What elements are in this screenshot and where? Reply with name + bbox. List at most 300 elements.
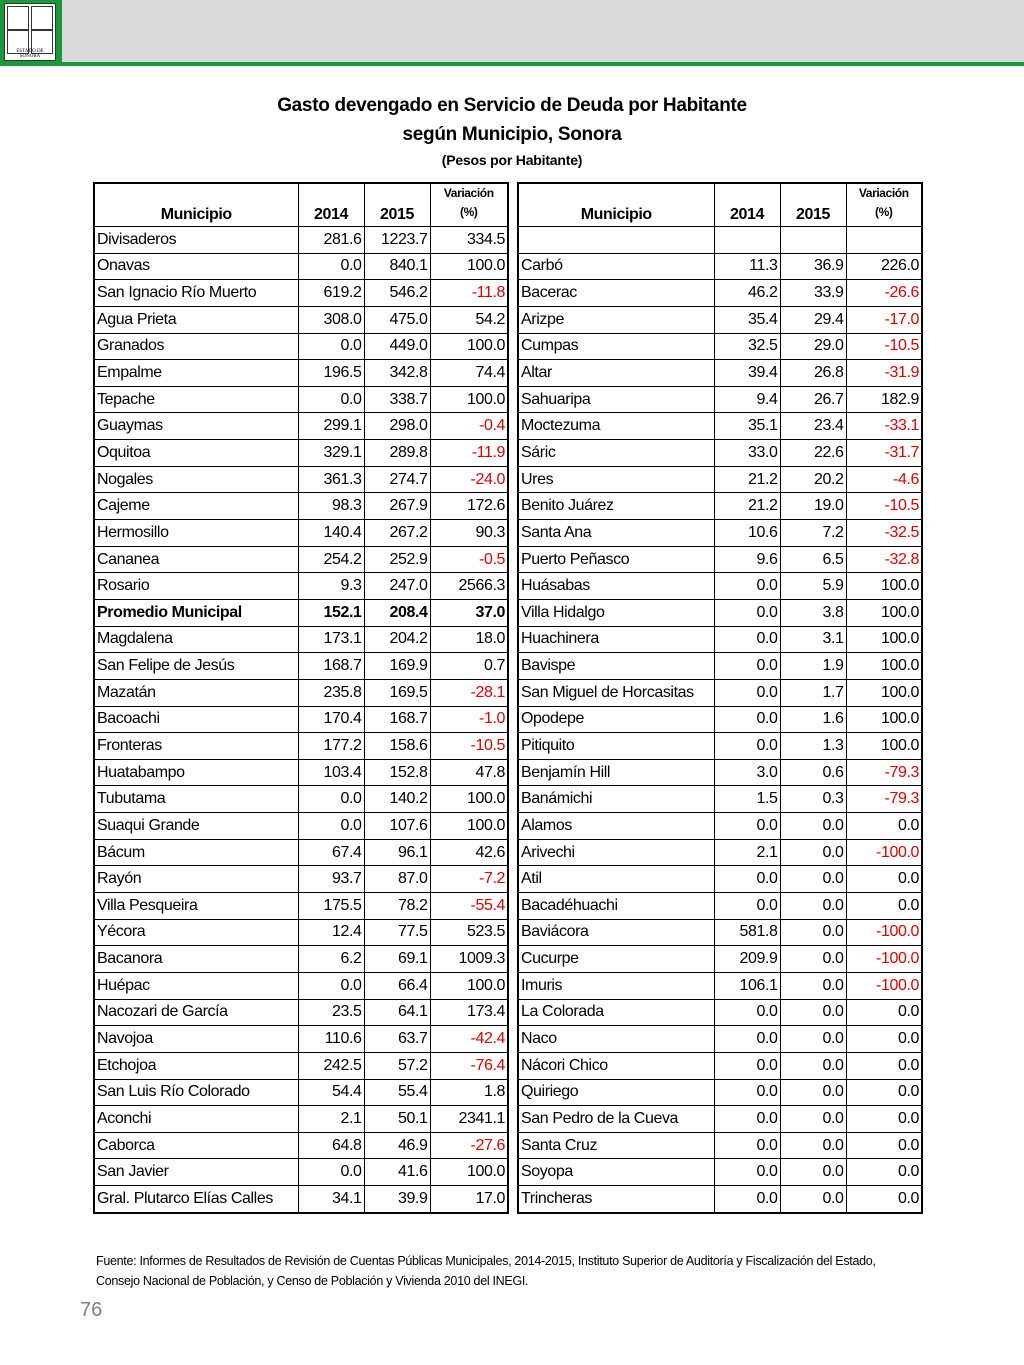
cell-municipio: Quiriego bbox=[518, 1079, 714, 1106]
cell-2014: 1.5 bbox=[714, 786, 780, 813]
table-row bbox=[94, 653, 508, 680]
cell-2014: 0.0 bbox=[714, 573, 780, 600]
table-row bbox=[94, 1186, 508, 1213]
cell-variacion: -55.4 bbox=[430, 893, 508, 920]
cell-variacion: -10.5 bbox=[846, 333, 922, 360]
table-row bbox=[518, 546, 922, 573]
cell-2014: 6.2 bbox=[298, 946, 364, 973]
cell-2014: 0.0 bbox=[298, 253, 364, 280]
cell-2015: 252.9 bbox=[364, 546, 430, 573]
table-row bbox=[518, 1052, 922, 1079]
cell-variacion: 0.0 bbox=[846, 1079, 922, 1106]
cell-variacion: 37.0 bbox=[430, 599, 508, 626]
source-note bbox=[96, 1251, 936, 1291]
table-row bbox=[94, 919, 508, 946]
cell-2014: 0.0 bbox=[298, 1159, 364, 1186]
cell-municipio: Arivechi bbox=[518, 839, 714, 866]
cell-municipio: Villa Pesqueira bbox=[94, 893, 298, 920]
cell-municipio: Atil bbox=[518, 866, 714, 893]
cell-variacion: -79.3 bbox=[846, 759, 922, 786]
cell-2015: 289.8 bbox=[364, 440, 430, 467]
table-row bbox=[518, 440, 922, 467]
cell-municipio: Gral. Plutarco Elías Calles bbox=[94, 1186, 298, 1213]
cell-2015: 6.5 bbox=[780, 546, 846, 573]
table-row bbox=[94, 1079, 508, 1106]
cell-2015: 26.8 bbox=[780, 360, 846, 387]
source-line-2: Consejo Nacional de Población, y Censo de Población y Vivienda 2010 del INEGI. bbox=[96, 1274, 529, 1288]
cell-2014: 2.1 bbox=[714, 839, 780, 866]
cell-2015: 0.0 bbox=[780, 866, 846, 893]
cell-2015: 475.0 bbox=[364, 306, 430, 333]
cell-2014: 21.2 bbox=[714, 466, 780, 493]
cell-2014: 0.0 bbox=[714, 1159, 780, 1186]
cell-2015: 0.3 bbox=[780, 786, 846, 813]
cell-2014: 46.2 bbox=[714, 280, 780, 307]
cell-2015: 0.6 bbox=[780, 759, 846, 786]
cell-municipio: Pitiquito bbox=[518, 733, 714, 760]
col-header-municipio: Municipio bbox=[94, 183, 298, 227]
table-row bbox=[94, 759, 508, 786]
cell-municipio: San Felipe de Jesús bbox=[94, 653, 298, 680]
cell-municipio: Cumpas bbox=[518, 333, 714, 360]
cell-variacion: 100.0 bbox=[846, 573, 922, 600]
left-table-body bbox=[94, 227, 508, 1213]
cell-2014: 54.4 bbox=[298, 1079, 364, 1106]
cell-variacion: -33.1 bbox=[846, 413, 922, 440]
cell-2014: 619.2 bbox=[298, 280, 364, 307]
cell-municipio: Imuris bbox=[518, 972, 714, 999]
cell-municipio: Tubutama bbox=[94, 786, 298, 813]
cell-2014: 103.4 bbox=[298, 759, 364, 786]
col-header-2014: 2014 bbox=[714, 183, 780, 227]
cell-2015: 338.7 bbox=[364, 386, 430, 413]
cell-variacion: 100.0 bbox=[430, 253, 508, 280]
cell-municipio: Opodepe bbox=[518, 706, 714, 733]
table-row bbox=[94, 493, 508, 520]
col-header-municipio: Municipio bbox=[518, 183, 714, 227]
table-row bbox=[518, 1159, 922, 1186]
col-header-variacion: Variación (%) bbox=[430, 183, 508, 227]
cell-variacion: 100.0 bbox=[846, 679, 922, 706]
cell-variacion: 100.0 bbox=[430, 333, 508, 360]
coat-of-arms-icon bbox=[4, 3, 56, 61]
table-row bbox=[94, 227, 508, 254]
table-row bbox=[94, 626, 508, 653]
cell-2015: 22.6 bbox=[780, 440, 846, 467]
cell-2015: 0.0 bbox=[780, 893, 846, 920]
cell-municipio: Bacadéhuachi bbox=[518, 893, 714, 920]
cell-variacion: -100.0 bbox=[846, 919, 922, 946]
cell-2015: 20.2 bbox=[780, 466, 846, 493]
cell-2014: 329.1 bbox=[298, 440, 364, 467]
table-row bbox=[94, 573, 508, 600]
cell-variacion: -1.0 bbox=[430, 706, 508, 733]
cell-municipio: Etchojoa bbox=[94, 1052, 298, 1079]
cell-2015: 0.0 bbox=[780, 1079, 846, 1106]
cell-2014: 0.0 bbox=[714, 626, 780, 653]
col-header-variacion: Variación (%) bbox=[846, 183, 922, 227]
cell-variacion: 2341.1 bbox=[430, 1106, 508, 1133]
cell-municipio: Puerto Peñasco bbox=[518, 546, 714, 573]
cell-municipio: Cucurpe bbox=[518, 946, 714, 973]
table-row bbox=[94, 999, 508, 1026]
cell-2015: 0.0 bbox=[780, 999, 846, 1026]
cell-2015: 169.5 bbox=[364, 679, 430, 706]
cell-municipio: Huépac bbox=[94, 972, 298, 999]
cell-2015: 69.1 bbox=[364, 946, 430, 973]
cell-2014: 9.3 bbox=[298, 573, 364, 600]
cell-variacion: -11.9 bbox=[430, 440, 508, 467]
table-row bbox=[518, 972, 922, 999]
cell-municipio: Bacanora bbox=[94, 946, 298, 973]
table-row bbox=[94, 813, 508, 840]
cell-variacion: 334.5 bbox=[430, 227, 508, 254]
cell-2015: 546.2 bbox=[364, 280, 430, 307]
cell-municipio: Divisaderos bbox=[94, 227, 298, 254]
cell-2014: 152.1 bbox=[298, 599, 364, 626]
cell-2015: 55.4 bbox=[364, 1079, 430, 1106]
cell-2014: 299.1 bbox=[298, 413, 364, 440]
page-title: Gasto devengado en Servicio de Deuda por Habitante bbox=[277, 95, 747, 116]
cell-2015: 63.7 bbox=[364, 1026, 430, 1053]
cell-2015: 33.9 bbox=[780, 280, 846, 307]
cell-2014: 21.2 bbox=[714, 493, 780, 520]
cell-variacion: -10.5 bbox=[846, 493, 922, 520]
cell-2014: 93.7 bbox=[298, 866, 364, 893]
cell-variacion: 173.4 bbox=[430, 999, 508, 1026]
cell-variacion: 42.6 bbox=[430, 839, 508, 866]
cell-variacion: 74.4 bbox=[430, 360, 508, 387]
cell-2015: 0.0 bbox=[780, 919, 846, 946]
cell-2015: 7.2 bbox=[780, 520, 846, 547]
cell-variacion: -7.2 bbox=[430, 866, 508, 893]
cell-2015: 0.0 bbox=[780, 972, 846, 999]
cell-2015: 66.4 bbox=[364, 972, 430, 999]
cell-2015: 46.9 bbox=[364, 1132, 430, 1159]
cell-2014: 67.4 bbox=[298, 839, 364, 866]
cell-municipio: Magdalena bbox=[94, 626, 298, 653]
cell-2014: 0.0 bbox=[298, 813, 364, 840]
table-row bbox=[94, 1159, 508, 1186]
cell-variacion: -4.6 bbox=[846, 466, 922, 493]
cell-variacion: 523.5 bbox=[430, 919, 508, 946]
table-row bbox=[518, 253, 922, 280]
cell-variacion: -31.7 bbox=[846, 440, 922, 467]
table-row bbox=[518, 706, 922, 733]
cell-2014: 0.0 bbox=[714, 679, 780, 706]
cell-municipio: Tepache bbox=[94, 386, 298, 413]
cell-variacion: 0.0 bbox=[846, 1106, 922, 1133]
table-row bbox=[518, 946, 922, 973]
table-row bbox=[518, 1106, 922, 1133]
table-row bbox=[518, 626, 922, 653]
cell-2014: 0.0 bbox=[298, 333, 364, 360]
cell-variacion: 100.0 bbox=[430, 386, 508, 413]
cell-2014: 209.9 bbox=[714, 946, 780, 973]
cell-municipio: Hermosillo bbox=[94, 520, 298, 547]
cell-municipio: Arizpe bbox=[518, 306, 714, 333]
table-row bbox=[518, 413, 922, 440]
cell-municipio: Banámichi bbox=[518, 786, 714, 813]
cell-2015: 342.8 bbox=[364, 360, 430, 387]
cell-variacion: -0.4 bbox=[430, 413, 508, 440]
cell-variacion: 0.0 bbox=[846, 1186, 922, 1213]
cell-variacion: 0.0 bbox=[846, 893, 922, 920]
table-row bbox=[518, 227, 922, 254]
table-row bbox=[94, 679, 508, 706]
cell-2014: 35.4 bbox=[714, 306, 780, 333]
cell-2014: 2.1 bbox=[298, 1106, 364, 1133]
cell-municipio: Cananea bbox=[94, 546, 298, 573]
cell-2014: 281.6 bbox=[298, 227, 364, 254]
cell-2015: 0.0 bbox=[780, 1186, 846, 1213]
cell-2014: 173.1 bbox=[298, 626, 364, 653]
table-row bbox=[94, 866, 508, 893]
cell-variacion: -42.4 bbox=[430, 1026, 508, 1053]
cell-municipio: Benjamín Hill bbox=[518, 759, 714, 786]
units-label: (Pesos por Habitante) bbox=[441, 152, 583, 168]
cell-2015: 1223.7 bbox=[364, 227, 430, 254]
cell-variacion: -100.0 bbox=[846, 839, 922, 866]
cell-2014: 0.0 bbox=[714, 733, 780, 760]
table-row bbox=[518, 733, 922, 760]
cell-municipio: Empalme bbox=[94, 360, 298, 387]
table-row bbox=[518, 306, 922, 333]
table-row bbox=[518, 999, 922, 1026]
cell-municipio: Aconchi bbox=[94, 1106, 298, 1133]
cell-municipio: Promedio Municipal bbox=[94, 599, 298, 626]
cell-2014: 23.5 bbox=[298, 999, 364, 1026]
table-row bbox=[518, 893, 922, 920]
cell-2015: 0.0 bbox=[780, 1159, 846, 1186]
cell-2014: 39.4 bbox=[714, 360, 780, 387]
cell-variacion: -28.1 bbox=[430, 679, 508, 706]
table-row bbox=[518, 466, 922, 493]
cell-variacion: -32.8 bbox=[846, 546, 922, 573]
table-row bbox=[94, 1132, 508, 1159]
cell-variacion: 100.0 bbox=[846, 599, 922, 626]
cell-2014: 10.6 bbox=[714, 520, 780, 547]
cell-municipio: San Ignacio Río Muerto bbox=[94, 280, 298, 307]
cell-municipio: La Colorada bbox=[518, 999, 714, 1026]
cell-municipio: Sahuaripa bbox=[518, 386, 714, 413]
cell-2014: 175.5 bbox=[298, 893, 364, 920]
cell-2015 bbox=[780, 227, 846, 254]
cell-municipio: Oquitoa bbox=[94, 440, 298, 467]
cell-2014: 0.0 bbox=[298, 386, 364, 413]
cell-2015: 5.9 bbox=[780, 573, 846, 600]
table-row bbox=[518, 1186, 922, 1213]
cell-2014: 12.4 bbox=[298, 919, 364, 946]
source-line-1: Fuente: Informes de Resultados de Revisión de Cuentas Públicas Municipales, 2014-2015, Instituto Superior de Auditoría y Fiscalización del Estado, bbox=[96, 1254, 876, 1268]
table-row bbox=[94, 972, 508, 999]
cell-municipio: San Luis Río Colorado bbox=[94, 1079, 298, 1106]
cell-municipio: Nogales bbox=[94, 466, 298, 493]
cell-variacion: -0.5 bbox=[430, 546, 508, 573]
cell-2015: 0.0 bbox=[780, 813, 846, 840]
cell-2015: 169.9 bbox=[364, 653, 430, 680]
cell-2014: 0.0 bbox=[714, 1106, 780, 1133]
cell-2015: 1.9 bbox=[780, 653, 846, 680]
cell-2015: 1.3 bbox=[780, 733, 846, 760]
cell-2014: 11.3 bbox=[714, 253, 780, 280]
cell-2014: 0.0 bbox=[714, 1186, 780, 1213]
cell-municipio: Caborca bbox=[94, 1132, 298, 1159]
cell-variacion: -32.5 bbox=[846, 520, 922, 547]
cell-2014: 0.0 bbox=[714, 866, 780, 893]
cell-2015: 78.2 bbox=[364, 893, 430, 920]
cell-municipio: Navojoa bbox=[94, 1026, 298, 1053]
cell-municipio: Santa Cruz bbox=[518, 1132, 714, 1159]
table-row bbox=[94, 306, 508, 333]
cell-2015: 158.6 bbox=[364, 733, 430, 760]
cell-2014: 140.4 bbox=[298, 520, 364, 547]
table-row bbox=[94, 386, 508, 413]
cell-municipio: Villa Hidalgo bbox=[518, 599, 714, 626]
cell-variacion: -11.8 bbox=[430, 280, 508, 307]
table-row bbox=[94, 333, 508, 360]
cell-variacion: 100.0 bbox=[846, 706, 922, 733]
cell-2015: 96.1 bbox=[364, 839, 430, 866]
cell-variacion: -100.0 bbox=[846, 946, 922, 973]
cell-municipio: Carbó bbox=[518, 253, 714, 280]
cell-variacion: -100.0 bbox=[846, 972, 922, 999]
cell-2015: 168.7 bbox=[364, 706, 430, 733]
cell-municipio: Naco bbox=[518, 1026, 714, 1053]
cell-municipio: Benito Juárez bbox=[518, 493, 714, 520]
cell-variacion: 100.0 bbox=[430, 972, 508, 999]
cell-municipio: San Pedro de la Cueva bbox=[518, 1106, 714, 1133]
cell-2014 bbox=[714, 227, 780, 254]
col-header-2015: 2015 bbox=[780, 183, 846, 227]
cell-variacion: 0.0 bbox=[846, 866, 922, 893]
table-row bbox=[94, 520, 508, 547]
cell-municipio: Agua Prieta bbox=[94, 306, 298, 333]
col-header-2015: 2015 bbox=[364, 183, 430, 227]
table-row bbox=[94, 733, 508, 760]
cell-2015: 19.0 bbox=[780, 493, 846, 520]
cell-2015: 29.4 bbox=[780, 306, 846, 333]
cell-municipio: Moctezuma bbox=[518, 413, 714, 440]
cell-2014: 9.6 bbox=[714, 546, 780, 573]
cell-2015: 0.0 bbox=[780, 1106, 846, 1133]
cell-variacion: 0.0 bbox=[846, 1159, 922, 1186]
cell-2015: 247.0 bbox=[364, 573, 430, 600]
cell-2014: 35.1 bbox=[714, 413, 780, 440]
table-row bbox=[518, 280, 922, 307]
cell-2015: 23.4 bbox=[780, 413, 846, 440]
table-row bbox=[94, 440, 508, 467]
cell-2015: 50.1 bbox=[364, 1106, 430, 1133]
table-row bbox=[518, 839, 922, 866]
cell-2015: 449.0 bbox=[364, 333, 430, 360]
table-row bbox=[94, 413, 508, 440]
table-row bbox=[94, 1026, 508, 1053]
table-row bbox=[518, 520, 922, 547]
col-header-2014: 2014 bbox=[298, 183, 364, 227]
table-row bbox=[518, 493, 922, 520]
cell-2014: 0.0 bbox=[714, 893, 780, 920]
cell-variacion: 0.7 bbox=[430, 653, 508, 680]
header-bar bbox=[0, 0, 1024, 66]
cell-2014: 64.8 bbox=[298, 1132, 364, 1159]
state-logo bbox=[0, 0, 62, 66]
cell-municipio: Nácori Chico bbox=[518, 1052, 714, 1079]
cell-2014: 9.4 bbox=[714, 386, 780, 413]
cell-2014: 361.3 bbox=[298, 466, 364, 493]
cell-variacion: -17.0 bbox=[846, 306, 922, 333]
cell-2014: 106.1 bbox=[714, 972, 780, 999]
cell-variacion: -10.5 bbox=[430, 733, 508, 760]
table-row bbox=[518, 599, 922, 626]
cell-2014: 0.0 bbox=[714, 1026, 780, 1053]
table-row bbox=[518, 573, 922, 600]
table-row bbox=[518, 653, 922, 680]
cell-variacion: -27.6 bbox=[430, 1132, 508, 1159]
cell-2014: 242.5 bbox=[298, 1052, 364, 1079]
cell-municipio: Cajeme bbox=[94, 493, 298, 520]
table-row bbox=[518, 1132, 922, 1159]
cell-municipio: Altar bbox=[518, 360, 714, 387]
cell-municipio: Yécora bbox=[94, 919, 298, 946]
cell-variacion: 100.0 bbox=[430, 813, 508, 840]
cell-municipio: Mazatán bbox=[94, 679, 298, 706]
table-row bbox=[94, 599, 508, 626]
table-row bbox=[518, 813, 922, 840]
cell-municipio: Huásabas bbox=[518, 573, 714, 600]
table-row bbox=[94, 786, 508, 813]
cell-2014: 33.0 bbox=[714, 440, 780, 467]
table-row bbox=[94, 946, 508, 973]
cell-municipio: Soyopa bbox=[518, 1159, 714, 1186]
cell-2014: 0.0 bbox=[714, 653, 780, 680]
cell-2014: 581.8 bbox=[714, 919, 780, 946]
table-row bbox=[94, 893, 508, 920]
cell-variacion: -26.6 bbox=[846, 280, 922, 307]
cell-variacion: -76.4 bbox=[430, 1052, 508, 1079]
table-row bbox=[94, 546, 508, 573]
cell-variacion: -31.9 bbox=[846, 360, 922, 387]
cell-2014: 0.0 bbox=[714, 599, 780, 626]
cell-variacion: 90.3 bbox=[430, 520, 508, 547]
cell-variacion: 0.0 bbox=[846, 999, 922, 1026]
right-table-body bbox=[518, 227, 922, 1213]
cell-variacion: 17.0 bbox=[430, 1186, 508, 1213]
table-row bbox=[518, 679, 922, 706]
cell-2014: 254.2 bbox=[298, 546, 364, 573]
cell-2015: 41.6 bbox=[364, 1159, 430, 1186]
cell-variacion: 0.0 bbox=[846, 1026, 922, 1053]
cell-2014: 34.1 bbox=[298, 1186, 364, 1213]
cell-municipio: Alamos bbox=[518, 813, 714, 840]
cell-municipio bbox=[518, 227, 714, 254]
table-row bbox=[518, 786, 922, 813]
cell-2014: 235.8 bbox=[298, 679, 364, 706]
cell-municipio: Granados bbox=[94, 333, 298, 360]
cell-variacion: 182.9 bbox=[846, 386, 922, 413]
cell-2015: 298.0 bbox=[364, 413, 430, 440]
cell-2015: 840.1 bbox=[364, 253, 430, 280]
table-row bbox=[94, 466, 508, 493]
cell-municipio: Santa Ana bbox=[518, 520, 714, 547]
table-row bbox=[94, 280, 508, 307]
cell-2014: 308.0 bbox=[298, 306, 364, 333]
cell-variacion: 1.8 bbox=[430, 1079, 508, 1106]
cell-municipio: Suaqui Grande bbox=[94, 813, 298, 840]
cell-variacion: 100.0 bbox=[430, 786, 508, 813]
cell-2014: 0.0 bbox=[714, 1079, 780, 1106]
cell-2014: 98.3 bbox=[298, 493, 364, 520]
